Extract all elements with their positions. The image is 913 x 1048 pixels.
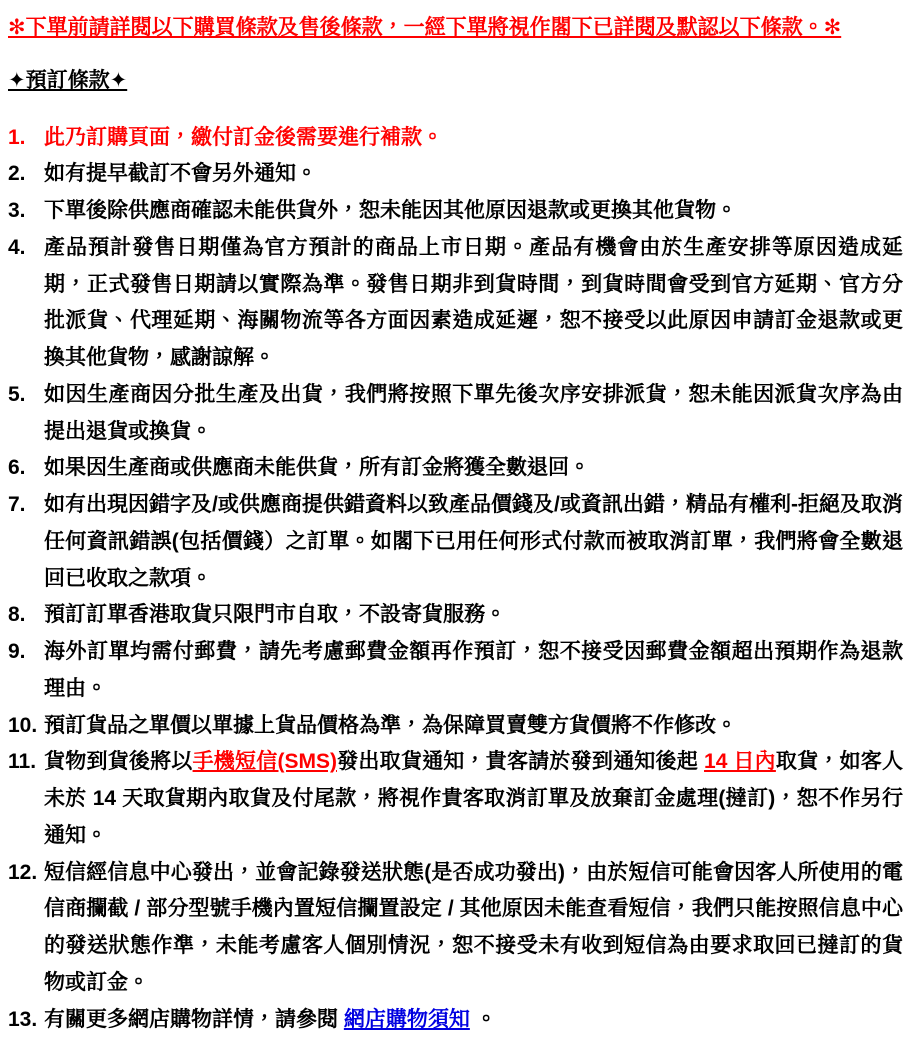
term-text xyxy=(44,230,903,377)
highlight-text: 14 日內 xyxy=(704,750,776,774)
plain-text: 。 xyxy=(469,1007,497,1031)
plain-text: 發出取貨通知，貴客請於發到通知後起 xyxy=(336,750,705,774)
store-shopping-guide-link[interactable]: 網店購物須知 xyxy=(343,1007,470,1031)
plain-text: 如果因生產商或供應商未能供貨，所有訂金將獲全數退回。 xyxy=(44,456,590,480)
term-item-11 xyxy=(8,744,903,854)
term-text xyxy=(44,634,903,708)
term-text xyxy=(44,120,903,157)
term-text xyxy=(44,1002,903,1039)
plain-text: 如因生產商因分批生產及出貨，我們將按照下單先後次序安排派貨，恕未能因派貨次序為由提出退貨或換貨。 xyxy=(44,382,903,443)
pre-order-notice-header: ✻下單前請詳閱以下購買條款及售後條款，一經下單將視作閣下已詳閱及默認以下條款。✻ xyxy=(8,16,842,39)
term-text xyxy=(44,744,903,854)
term-text xyxy=(44,450,903,487)
plain-text: 產品預計發售日期僅為官方預計的商品上市日期。產品有機會由於生產安排等原因造成延期，正式發售日期請以實際為準。發售日期非到貨時間，到貨時間會受到官方延期、官方分批派貨、代理延期、海關物流等各方面因素造成延遲，恕不接受以此原因申請訂金退款或更換其他貨物，感謝諒解。 xyxy=(44,235,903,369)
term-number: 5. xyxy=(8,382,26,406)
term-text xyxy=(44,377,903,451)
term-number: 11. xyxy=(8,750,37,774)
plain-text: 取貨，如客人未於 14 天取貨期內取貨及付尾款，將視作貴客取消訂單及放棄訂金處理(撻訂)，恕不作另行通知。 xyxy=(44,750,904,847)
term-item-6 xyxy=(8,450,903,487)
term-number: 8. xyxy=(8,603,26,627)
term-item-10 xyxy=(8,708,903,745)
term-text xyxy=(44,156,903,193)
plain-text: 海外訂單均需付郵費，請先考慮郵費金額再作預訂，恕不接受因郵費金額超出預期作為退款理由。 xyxy=(44,640,903,700)
term-number: 9. xyxy=(8,640,26,663)
term-number: 4. xyxy=(8,235,26,259)
terms-list xyxy=(8,120,903,1039)
plain-text: 下單後除供應商確認未能供貨外，恕未能因其他原因退款或更換其他貨物。 xyxy=(44,199,737,222)
term-item-5 xyxy=(8,377,903,451)
plain-text: 如有提早截訂不會另外通知。 xyxy=(44,162,317,186)
plain-text: 短信經信息中心發出，並會記錄發送狀態(是否成功發出)，由於短信可能會因客人所使用的電信商攔截 / 部分型號手機內置短信攔置設定 / 其他原因未能查看短信，我們只能按照信息中心的發送狀態作準，未能考慮客人個別情況，恕不接受未有收到短信為由要求取回已撻訂的貨物或訂金。 xyxy=(44,860,903,994)
term-item-9 xyxy=(8,634,903,708)
plain-text: 如有出現因錯字及/或供應商提供錯資料以致產品價錢及/或資訊出錯，精品有權利-拒絕及取消任何資訊錯誤(包括價錢）之訂單。如閣下已用任何形式付款而被取消訂單，我們將會全數退回已收取之款項。 xyxy=(44,493,903,590)
term-number: 3. xyxy=(8,199,26,222)
plain-text: 貨物到貨後將以 xyxy=(44,750,193,774)
term-item-7 xyxy=(8,487,903,597)
term-text xyxy=(44,597,903,634)
term-number: 12. xyxy=(8,860,38,884)
term-item-13 xyxy=(8,1002,903,1039)
plain-text: 預訂貨品之單價以單據上貨品價格為準，為保障買賣雙方貨價將不作修改。 xyxy=(44,713,737,737)
term-item-4 xyxy=(8,230,903,377)
term-item-1 xyxy=(8,120,903,157)
term-item-8 xyxy=(8,597,903,634)
plain-text: 預訂訂單香港取貨只限門市自取，不設寄貨服務。 xyxy=(44,603,506,627)
term-number: 13. xyxy=(8,1007,38,1031)
highlight-text: 手機短信(SMS) xyxy=(192,750,337,774)
plain-text: 有關更多網店購物詳情，請參閱 xyxy=(44,1007,344,1031)
plain-text: 此乃訂購頁面，繳付訂金後需要進行補款。 xyxy=(44,125,443,149)
term-text xyxy=(44,193,903,230)
term-text xyxy=(44,855,903,1002)
term-number: 7. xyxy=(8,493,26,516)
term-text xyxy=(44,708,903,745)
term-text xyxy=(44,487,903,597)
term-item-12 xyxy=(8,855,903,1002)
term-number: 10. xyxy=(8,713,38,737)
term-number: 6. xyxy=(8,456,26,480)
section-title-preorder-terms: ✦預訂條款✦ xyxy=(8,68,128,92)
term-item-3 xyxy=(8,193,903,230)
term-number: 2. xyxy=(8,162,26,186)
term-item-2 xyxy=(8,156,903,193)
term-number: 1. xyxy=(8,125,26,149)
